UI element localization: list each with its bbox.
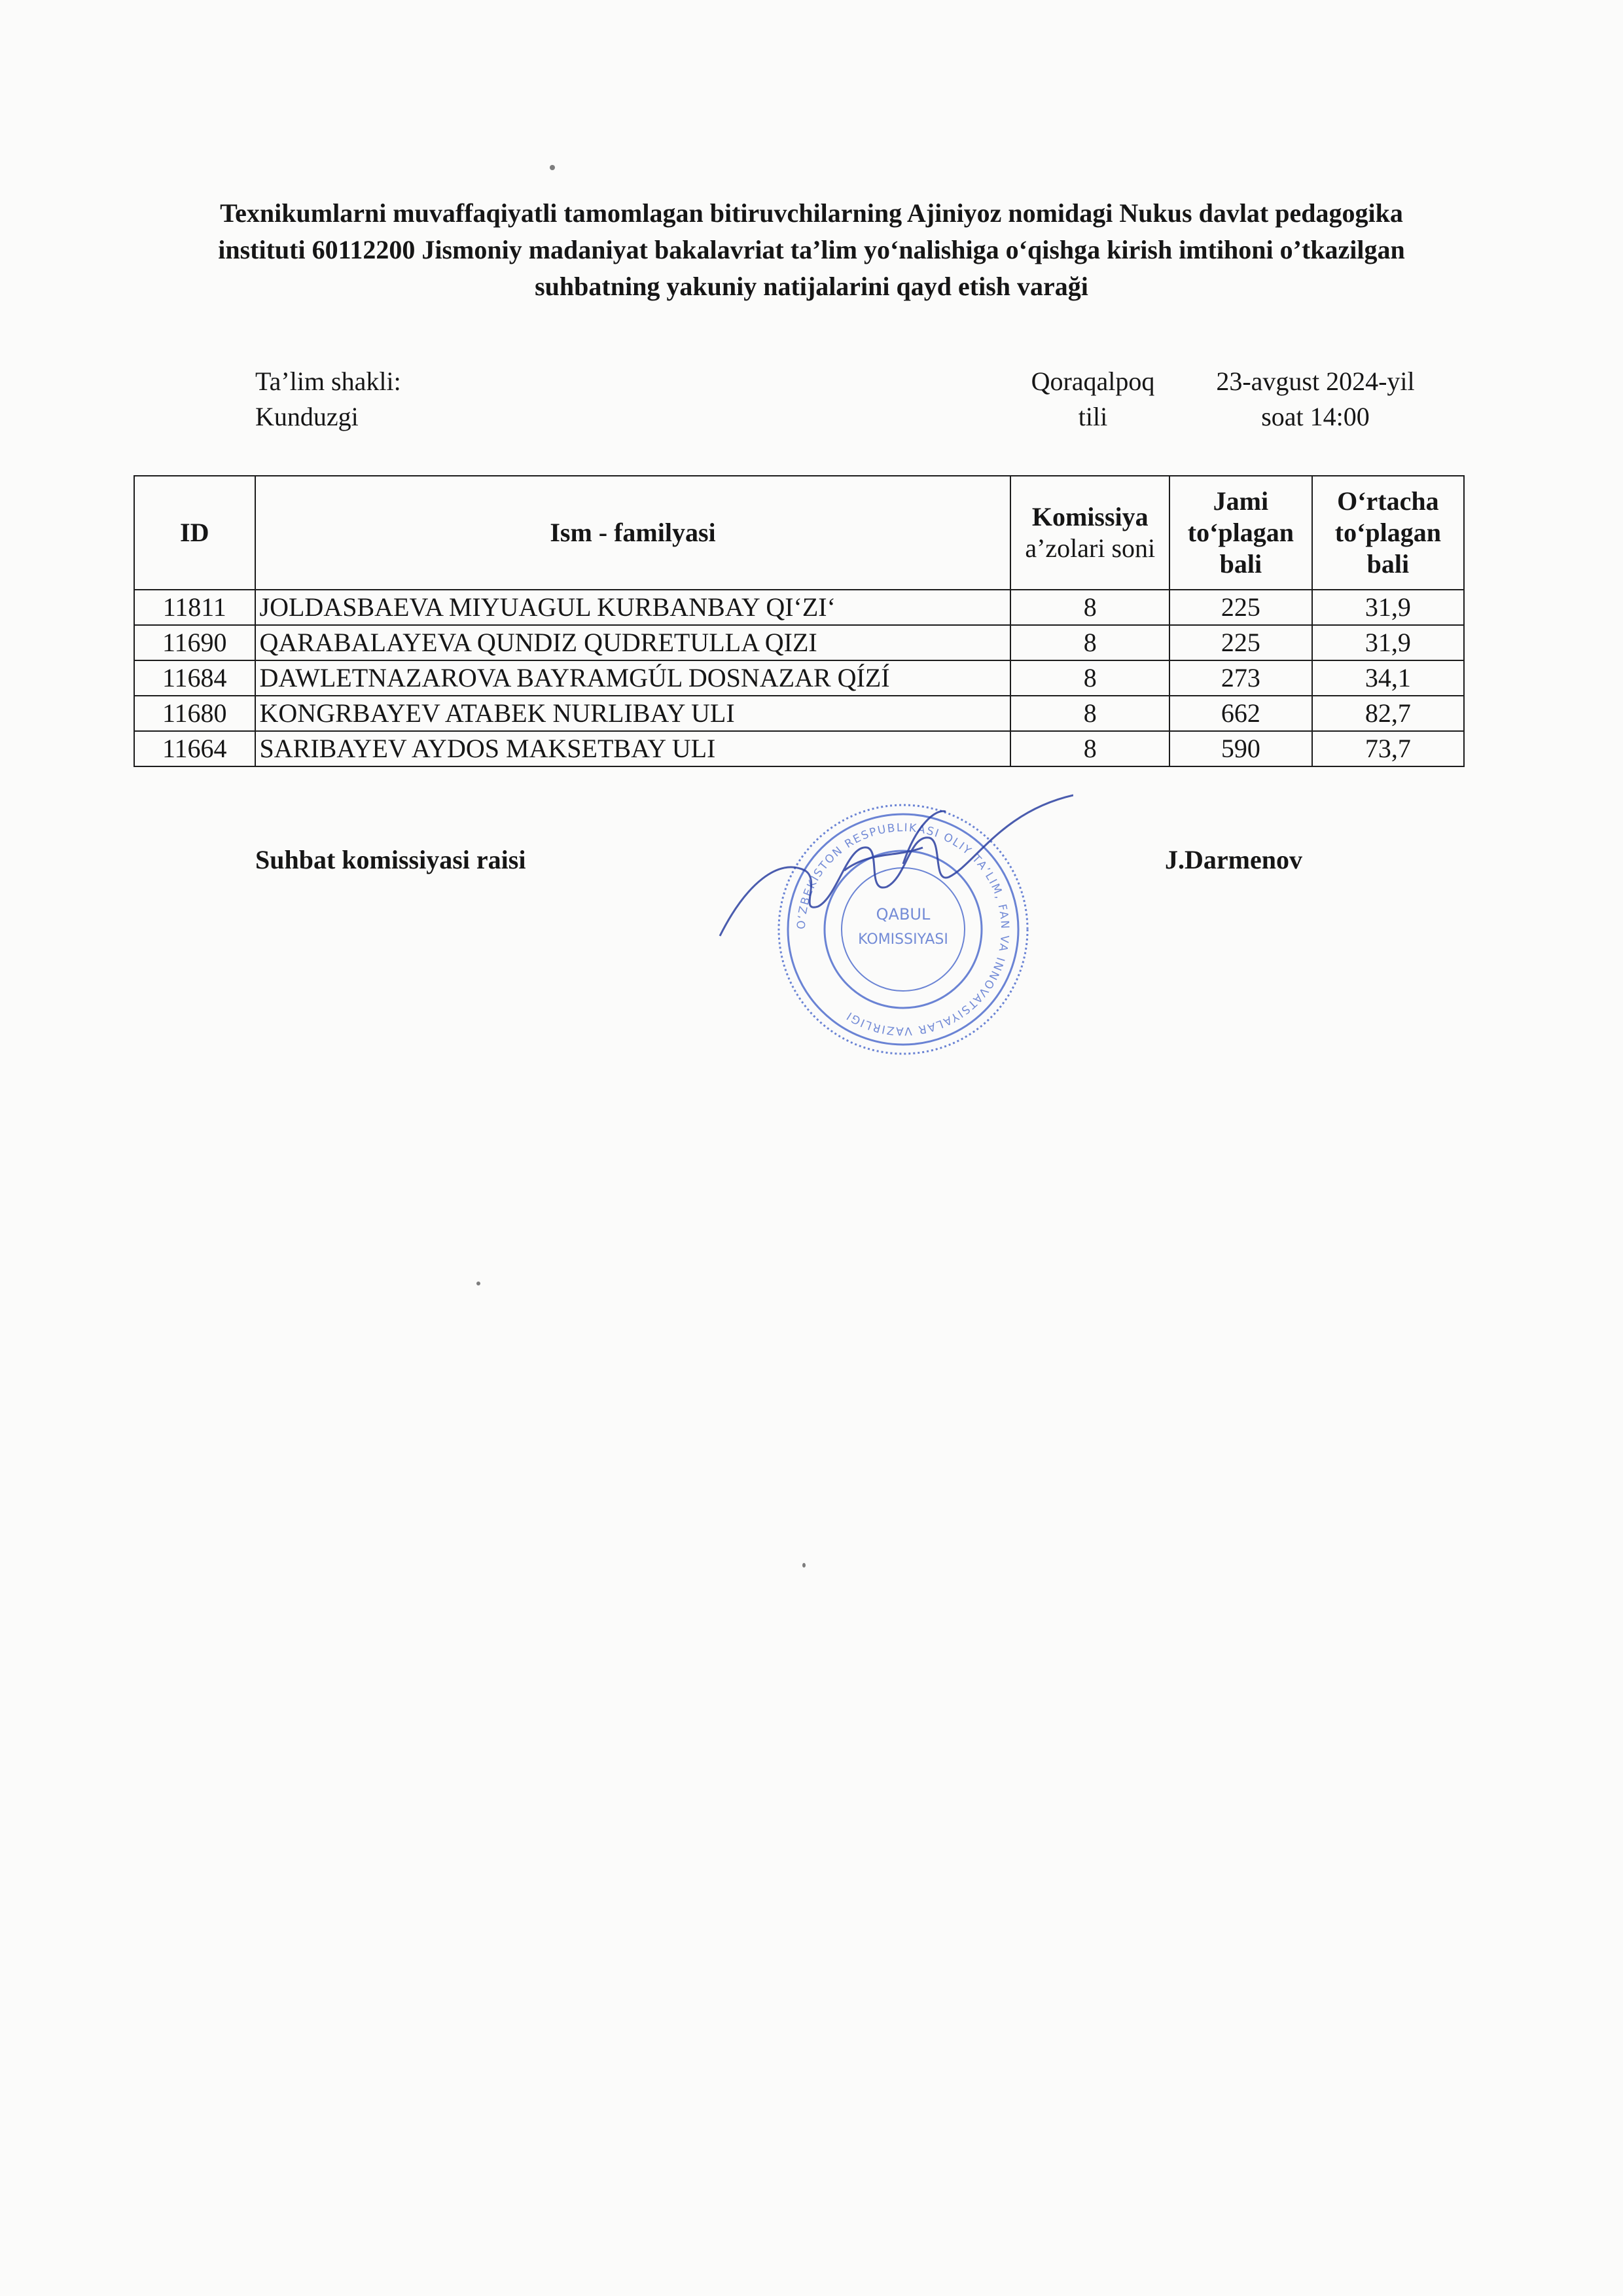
cell-name: DAWLETNAZAROVA BAYRAMGÚL DOSNAZAR QÍZÍ bbox=[255, 660, 1011, 696]
signature-label: Suhbat komissiyasi raisi bbox=[255, 845, 526, 874]
title-line-2: instituti 60112200 Jismoniy madaniyat bakalavriat ta’lim yo‘nalishiga o‘qishga kirish imtihoni o’tkazilgan bbox=[218, 235, 1405, 264]
header-jami: Jami to‘plagan bali bbox=[1169, 476, 1312, 590]
language-block bbox=[1021, 364, 1165, 435]
speck-mark bbox=[550, 165, 555, 170]
cell-jami: 590 bbox=[1169, 731, 1312, 766]
study-form-block bbox=[255, 364, 401, 435]
study-form-value: Kunduzgi bbox=[255, 402, 359, 431]
table-row bbox=[134, 696, 1464, 731]
cell-avg: 34,1 bbox=[1312, 660, 1464, 696]
cell-jami: 225 bbox=[1169, 590, 1312, 625]
results-table bbox=[134, 475, 1465, 767]
stamp-outer-text: O‘ZBEKISTON RESPUBLIKASI OLIY TA’LIM, FAN VA INNOVATSIYALAR VAZIRLIGI bbox=[794, 821, 1012, 1038]
cell-jami: 662 bbox=[1169, 696, 1312, 731]
stamp-seal bbox=[779, 805, 1027, 1054]
header-id: ID bbox=[134, 476, 255, 590]
cell-id: 11680 bbox=[134, 696, 255, 731]
cell-komissiya: 8 bbox=[1010, 625, 1169, 660]
cell-id: 11684 bbox=[134, 660, 255, 696]
cell-avg: 73,7 bbox=[1312, 731, 1464, 766]
exam-date: 23-avgust 2024-yil bbox=[1216, 367, 1415, 396]
language-line-1: Qoraqalpoq bbox=[1031, 367, 1155, 396]
cell-id: 11664 bbox=[134, 731, 255, 766]
speck-mark bbox=[802, 1563, 806, 1568]
official-stamp bbox=[707, 772, 1073, 1086]
speck-mark bbox=[476, 1282, 480, 1285]
cell-avg: 31,9 bbox=[1312, 625, 1464, 660]
cell-komissiya: 8 bbox=[1010, 660, 1169, 696]
header-komissiya: Komissiya a’zolari soni bbox=[1010, 476, 1169, 590]
title-line-3: suhbatning yakuniy natijalarini qayd etish varaği bbox=[535, 272, 1088, 301]
signatory-name: J.Darmenov bbox=[1165, 845, 1302, 874]
cell-name: QARABALAYEVA QUNDIZ QUDRETULLA QIZI bbox=[255, 625, 1011, 660]
cell-jami: 273 bbox=[1169, 660, 1312, 696]
title-line-1: Texnikumlarni muvaffaqiyatli tamomlagan bitiruvchilarning Ajiniyoz nomidagi Nukus davlat pedagogika bbox=[220, 198, 1403, 228]
language-line-2: tili bbox=[1078, 402, 1108, 431]
cell-komissiya: 8 bbox=[1010, 590, 1169, 625]
table-header-row bbox=[134, 476, 1464, 590]
stamp-inner-line-2: KOMISSIYASI bbox=[858, 931, 948, 948]
table-row bbox=[134, 660, 1464, 696]
cell-id: 11811 bbox=[134, 590, 255, 625]
date-block bbox=[1198, 364, 1433, 435]
cell-avg: 82,7 bbox=[1312, 696, 1464, 731]
exam-time: soat 14:00 bbox=[1261, 402, 1370, 431]
cell-komissiya: 8 bbox=[1010, 696, 1169, 731]
cell-komissiya: 8 bbox=[1010, 731, 1169, 766]
table-row bbox=[134, 625, 1464, 660]
table-row bbox=[134, 731, 1464, 766]
cell-avg: 31,9 bbox=[1312, 590, 1464, 625]
cell-name: SARIBAYEV AYDOS MAKSETBAY ULI bbox=[255, 731, 1011, 766]
document-title bbox=[131, 195, 1492, 305]
header-avg: O‘rtacha to‘plagan bali bbox=[1312, 476, 1464, 590]
header-name: Ism - familyasi bbox=[255, 476, 1011, 590]
stamp-inner-line-1: QABUL bbox=[876, 905, 931, 924]
table-row bbox=[134, 590, 1464, 625]
cell-name: JOLDASBAEVA MIYUAGUL KURBANBAY QI‘ZI‘ bbox=[255, 590, 1011, 625]
study-form-label: Ta’lim shakli: bbox=[255, 367, 401, 396]
cell-name: KONGRBAYEV ATABEK NURLIBAY ULI bbox=[255, 696, 1011, 731]
cell-jami: 225 bbox=[1169, 625, 1312, 660]
cell-id: 11690 bbox=[134, 625, 255, 660]
